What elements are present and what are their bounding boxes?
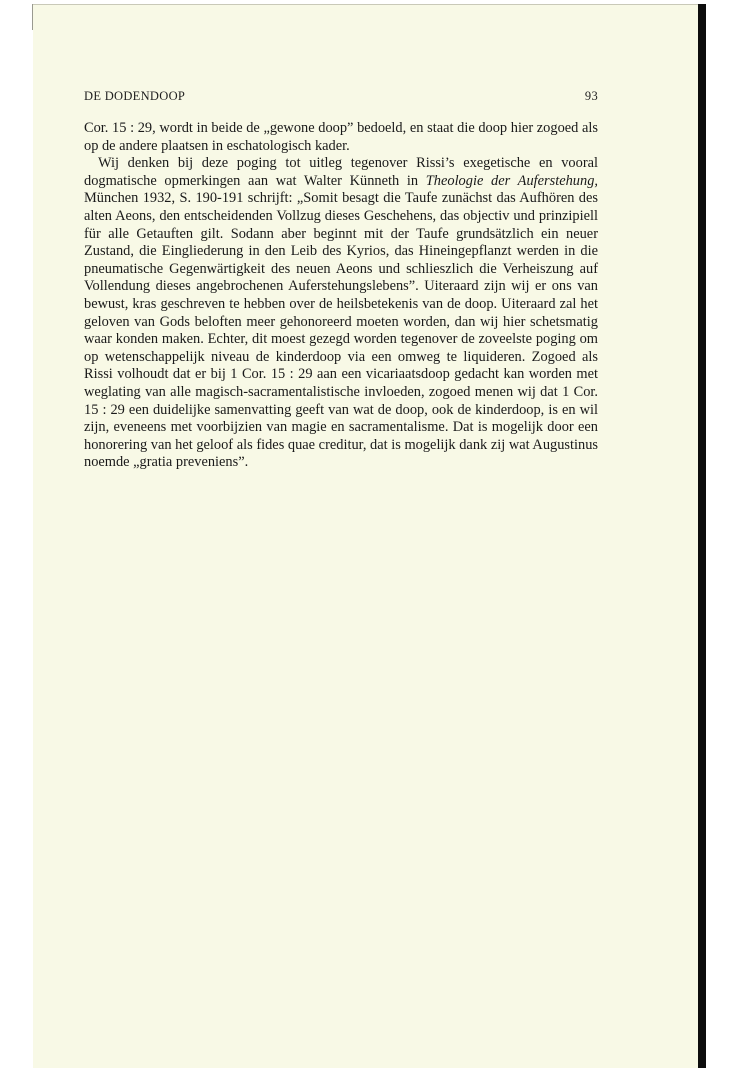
paragraph-2 — [84, 155, 598, 472]
scan-right-border — [698, 4, 706, 1068]
paragraph-2-text-after-title: München 1932, S. 190-191 schrijft: „Somit besagt die Taufe zunächst das Aufhören des alten Aeons, den entscheidenden Vollzug dieses Geschehens, das objectiv und prinzipiell für alle Getauften gilt. Sodann aber beginnt mit der Taufe grundsätzlich ein neuer Zustand, die Eingliederung in den Leib des Kyrios, das Hineingepflanzt werden in die pneumatische Gegenwärtigkeit des neuen Aeons und schlieszlich die Verheiszung auf Vollendung dieses angebrochenen Auferstehungslebens”. Uiteraard zijn wij er ons van bewust, kras geschreven te hebben over de heilsbetekenis van de doop. Uiteraard zal het geloven van Gods beloften meer gehonoreerd moeten worden, dan wij hier schetsmatig waar konden maken. Echter, dit moest gezegd worden tegenover de zoveelste poging om op wetenschappelijk niveau de kinderdoop via een omweg te liquideren. Zogoed als Rissi volhoudt dat er bij 1 Cor. 15 : 29 aan een vicariaatsdoop gedacht kan worden met weglating van alle magisch-sacramentalistische invloeden, zogoed menen wij dat 1 Cor. 15 : 29 een duidelijke samenvatting geeft van wat de doop, ook de kinderdoop, is en wil zijn, eveneens met voorbijzien van magie en sacramentalisme. Dat is mogelijk door een honorering van het geloof als fides quae creditur, dat is mogelijk dank zij wat Augustinus noemde „gratia preveniens”. — [84, 190, 598, 471]
body-text — [84, 120, 598, 472]
book-title: Theologie der Auferstehung, — [425, 172, 598, 189]
running-title: DE DODENDOOP — [84, 89, 186, 103]
paragraph-2-text-before-title: Wij denken bij deze poging tot uitleg tegenover Rissi’s exegetische en vooral dogmatische opmerkingen aan wat Walter Künneth in — [84, 155, 598, 189]
paragraph-1: Cor. 15 : 29, wordt in beide de „gewone doop” bedoeld, en staat die doop hier zogoed als op de andere plaatsen in eschatologisch kader. — [84, 120, 598, 154]
page-number: 93 — [584, 89, 598, 103]
